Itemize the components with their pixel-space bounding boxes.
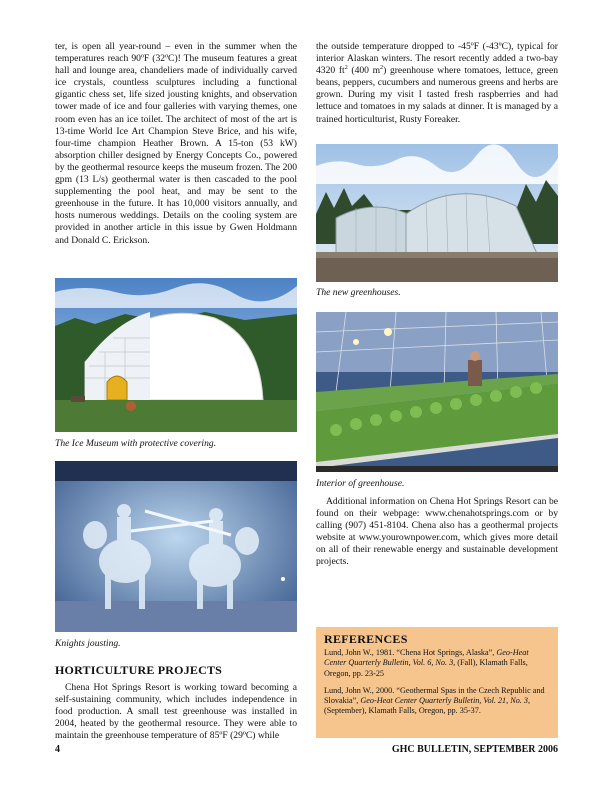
- body-text-column-right-top: [316, 41, 558, 126]
- photo-new-greenhouses: [316, 144, 558, 282]
- caption-new-greenhouses: The new greenhouses.: [316, 287, 401, 298]
- photo-ice-museum: [55, 278, 297, 432]
- paragraph-additional-info: Additional information on Chena Hot Springs Resort can be found on their webpage: www.chenahotsprings.com or by calling (907) 451-8104. Chena also has a geothermal projects website at www.yourownpower.com, which gives more detail on all of their renewable energy and sustainable development projects.: [316, 496, 558, 568]
- caption-ice-museum: The Ice Museum with protective covering.: [55, 438, 217, 449]
- references-box: [316, 627, 558, 738]
- photo-greenhouse-interior: [316, 312, 558, 472]
- page-number: 4: [55, 744, 60, 755]
- reference-item: Lund, John W., 2000. “Geothermal Spas in the Czech Republic and Slovakia”, Geo-Heat Center Quarterly Bulletin, Vol. 21, No. 3, (September), Klamath Falls, Oregon, pp. 35-37.: [324, 685, 545, 716]
- body-text-column-right-middle: [316, 496, 558, 569]
- reference-item: Lund, John W., 1981. “Chena Hot Springs, Alaska”, Geo-Heat Center Quarterly Bulletin, Vol. 6, No. 3, (Fall), Klamath Falls, Oregon, pp. 23-25: [324, 648, 529, 678]
- photo-knights-jousting: [55, 461, 297, 632]
- caption-knights-jousting: Knights jousting.: [55, 638, 121, 649]
- references-heading: REFERENCES: [324, 632, 408, 646]
- caption-greenhouse-interior: Interior of greenhouse.: [316, 478, 405, 489]
- body-text-column-left-top: [55, 41, 297, 247]
- horticulture-section: [55, 664, 297, 743]
- bulletin-title-footer: GHC BULLETIN, SEPTEMBER 2006: [391, 744, 558, 755]
- paragraph-greenhouse-intro: the outside temperature dropped to -45ºF (-43ºC), typical for interior Alaskan winters. The resort recently added a two-bay 4320 $ft^2$ (400 $m^2$) greenhouse where tomatoes, lettuce, green beans, peppers, cucumbers and numerous greens and herbs are grown. During my visit I tasted fresh raspberries and had lettuce and tomatoes in my salads at dinner. It is managed by a trained horticulturist, Rusty Foreaker.: [316, 41, 558, 125]
- paragraph-horticulture: Chena Hot Springs Resort is working toward becoming a self-sustaining community, which includes independence in food production. A small test greenhouse was installed in 2004, heated by the geothermal resource. They were able to maintain the greenhouse temperature of 85ºF (29ºC) while: [55, 682, 297, 742]
- paragraph-ice-museum: ter, is open all year-round – even in the summer when the temperatures reach 90ºF (32ºC)! The museum features a great hall and lounge area, chandeliers made of individually carved ice crystals, countless sculptures including a functional gigantic chess set, life sized jousting knights, and observation tower made of ice and four galleries with varying themes, one room even has an ice toilet. The architect of most of the art is 13-time World Ice Art Champion Steve Brice, and his wife, four-time champion Heather Brown. A 15-ton (53 kW) absorption chiller designed by Energy Concepts Co., powered by the geothermal resource keeps the museum frozen. The 200 gpm (13 L/s) geothermal water is then cascaded to the pool supplementing the pool heat, and may be sent to the greenhouse in the future. It has 10,000 visitors annually, and hosts numerous weddings. Details on the cooling system are provided in another article in this issue by Gwen Holdmann and Donald C. Erickson.: [55, 41, 297, 246]
- section-heading-horticulture: HORTICULTURE PROJECTS: [55, 663, 223, 677]
